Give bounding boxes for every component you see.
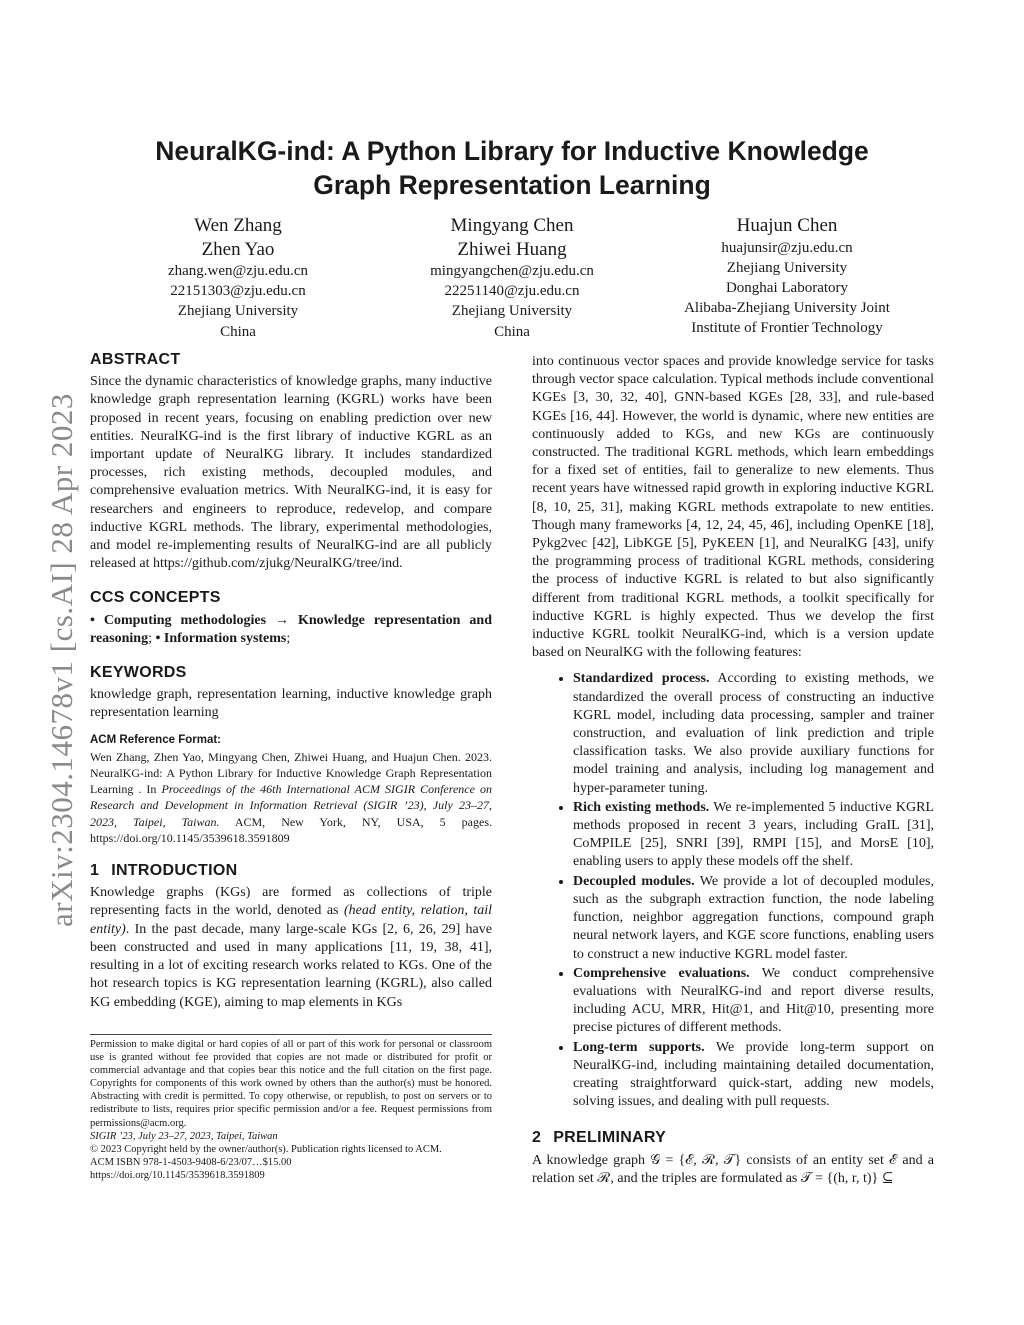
section-title: PRELIMINARY [553,1129,667,1147]
keywords-text: knowledge graph, representation learning, inductive knowledge graph representation learning [90,687,492,721]
author-affiliation: Alibaba-Zhejiang University Joint [684,300,890,317]
feature-text: We re-implemented 5 inductive KGRL methods proposed in recent 3 years, including GraIL [31], CoMPILE [25], SNRI [39], RMPI [15], and MorsE [10], enabling users to apply these models off the shelf. [573,799,934,870]
ccs-item: • Information systems [155,630,287,646]
right-column [532,353,934,1188]
author-affiliation: Zhejiang University [177,303,299,320]
feature-title: Rich existing methods. [573,799,710,815]
keywords-heading: KEYWORDS [90,664,187,682]
abstract-text: Since the dynamic characteristics of knowledge graphs, many inductive knowledge graph representation learning (KGRL) works have been proposed in recent years, focusing on enabling prediction over new entities. NeuralKG-ind is the first library of inductive KGRL as an important update of NeuralKG library. It includes standardized processes, rich existing methods, decoupled modules, and comprehensive evaluation metrics. With NeuralKG-ind, it is easy for researchers and engineers to reproduce, redevelop, and compare inductive KGRL methods. The library, experimental methodologies, and model re-implementing results of NeuralKG-ind are all publicly released at https://github.com/zjukg/NeuralKG/tree/ind. [90,374,492,572]
copyright-footnote [90,1034,492,1182]
author-email: 22251140@zju.edu.cn [444,283,580,300]
ccs-end: ; [286,630,291,646]
author-block-2 [402,214,622,342]
reference-citation: Wen Zhang, Zhen Yao, Mingyang Chen, Zhiwei Huang, and Huajun Chen. 2023. NeuralKG-ind: A Python Library for Inductive Knowledge Graph Representation Learning . In [90,749,492,797]
author-affiliation: Donghai Laboratory [725,279,849,296]
footnote-venue: SIGIR ’23, July 23–27, 2023, Taipei, Taiwan [90,1130,278,1142]
intro-heading [90,862,492,880]
reference-publisher: ACM, New York, NY, USA, 5 pages. https://doi.org/10.1145/3539618.3591809 [90,814,493,845]
intro-paragraph-2: into continuous vector spaces and provide knowledge service for tasks through vector space calculation. Typical methods include conventional KGEs [3, 30, 32, 40], GNN-based KGEs [28, 33], and rule-based KGEs [16, 44]. However, the world is dynamic, where new entities are continuously added to KGs, and new KGs are continuously constructed. The traditional KGRL methods, which learn embeddings for a fixed set of entities, fail to generalize to new elements. Thus recent years have witnessed rapid growth in exploring inductive KGRL [8, 10, 25, 31], making KGRL methods extrapolate to new entities. Though many frameworks [4, 12, 24, 45, 46], including OpenKE [18], Pykg2vec [42], LibKGE [5], PyKEEN [1], and NeuralKG [43], unify the programming process of traditional KGRL methods, considering the process of inductive KGRL is related to but also significantly different from traditional KGRL methods, a toolkit specifically for inductive KGRL is highly expected. Thus we develop the first inductive KGRL toolkit NeuralKG-ind, which is a version update based on NeuralKG with the following features: [532,354,934,661]
feature-text: We conduct comprehensive evaluations with NeuralKG-ind and report diverse results, including ACU, MRR, Hit@1, and Hit@10, presenting more precise pictures of different methods. [573,965,934,1036]
feature-item [573,873,934,964]
author-affiliation: Zhejiang University [451,303,573,320]
ccs-heading: CCS CONCEPTS [90,589,221,607]
author-name: Zhen Yao [201,238,275,260]
title-line-1: NeuralKG-ind: A Python Library for Inductive Knowledge [155,136,869,166]
author-email: mingyangchen@zju.edu.cn [430,263,594,279]
preliminary-heading [532,1129,934,1147]
feature-item [573,965,934,1038]
intro-text: Knowledge graphs (KGs) are formed as collections of triple representing facts in the world, denoted as [90,885,492,919]
feature-text: We provide long-term support on NeuralKG-ind, including maintaining detailed documentation, creating straightforward quick-start, adding new models, solving issues, and dealing with pull requests. [573,1039,934,1110]
feature-title: Decoupled modules. [573,873,695,889]
author-email: zhang.wen@zju.edu.cn [167,263,308,279]
isbn-line: ACM ISBN 978-1-4503-9408-6/23/07…$15.00 [90,1156,292,1168]
arxiv-sidebar [0,350,82,970]
feature-text: We provide a lot of decoupled modules, such as the subgraph extraction function, the node labeling function, neighbor aggregation functions, compound graph neural network layers, and KGE score functions, enabling users to construct a new inductive KGRL model faster. [573,873,934,962]
author-name: Zhiwei Huang [457,238,567,260]
author-block-3 [662,214,912,339]
intro-emphasis: (head entity, relation, tail entity) [90,903,492,937]
feature-list [532,670,934,1111]
left-column [90,351,492,1012]
feature-title: Long-term supports. [573,1039,705,1055]
reference-format-text [90,749,492,846]
doi-line: https://doi.org/10.1145/3539618.3591809 [90,1169,265,1181]
title-line-2: Graph Representation Learning [313,170,711,200]
author-block-1 [138,214,338,342]
copyright-line: © 2023 Copyright held by the owner/author(s). Publication rights licensed to ACM. [90,1143,442,1155]
author-affiliation: Zhejiang University [726,259,848,276]
ccs-concepts [90,612,492,648]
feature-title: Standardized process. [573,671,710,687]
intro-text: . In the past decade, many large-scale KGs [2, 6, 26, 29] have been constructed and used in many applications [11, 19, 38, 41], resulting in a lot of exciting research works related to KGs. One of the hot research topics is KG representation learning (KGRL), also called KG embedding (KGE), aiming to map elements in KGs [90,921,492,1010]
arxiv-id: arXiv:2304.14678v1 [cs.AI] 28 Apr 2023 [44,393,79,927]
feature-text: According to existing methods, we standardized the overall process of constructing an inductive KGRL model, including data processing, sampler and trainer construction, and evaluation of link prediction and triple classification tasks. We also provide auxiliary functions for model training and analysis, including log management and hyper-parameter tuning. [573,671,934,796]
ccs-separator: ; [148,630,156,646]
preliminary-text: A knowledge graph 𝒢 = {ℰ, ℛ, 𝒯} consists of an entity set ℰ and a relation set ℛ, and the triples are formulated as 𝒯 = {(h, r, t)} ⊆ [532,1152,934,1186]
feature-title: Comprehensive evaluations. [573,965,750,981]
intro-paragraph-1 [90,884,492,1011]
feature-item [573,799,934,872]
feature-item [573,1039,934,1112]
reference-format-heading: ACM Reference Format: [90,733,221,746]
reference-venue: Proceedings of the 46th International ACM SIGIR Conference on Research and Development in Information Retrieval (SIGIR ’23), July 23–27, 2023, Taipei, Taiwan. [90,782,492,829]
paper-title [100,134,924,202]
abstract-heading: ABSTRACT [90,351,181,368]
ccs-item: • Computing methodologies → Knowledge representation and reasoning [90,612,492,646]
author-name: Wen Zhang [194,215,282,236]
permission-notice: Permission to make digital or hard copies of all or part of this work for personal or classroom use is granted without fee provided that copies are not made or distributed for profit or commercial advantage and that copies bear this notice and the full citation on the first page. Copyrights for components of this work owned by others than the author(s) must be honored. Abstracting with credit is permitted. To copy otherwise, or republish, to post on servers or to redistribute to lists, requires prior specific permission and/or a fee. Request permissions from permissions@acm.org. [90,1039,492,1129]
author-name: Mingyang Chen [450,215,574,236]
author-name: Huajun Chen [736,215,838,236]
section-number: 2 [532,1129,542,1147]
section-number: 1 [90,862,100,880]
author-country: China [220,323,256,340]
author-country: China [494,323,530,340]
author-email: 22151303@zju.edu.cn [170,283,306,300]
author-affiliation: Institute of Frontier Technology [691,320,883,337]
feature-item [573,670,934,797]
section-title: INTRODUCTION [111,862,238,880]
author-email: huajunsir@zju.edu.cn [721,239,853,256]
